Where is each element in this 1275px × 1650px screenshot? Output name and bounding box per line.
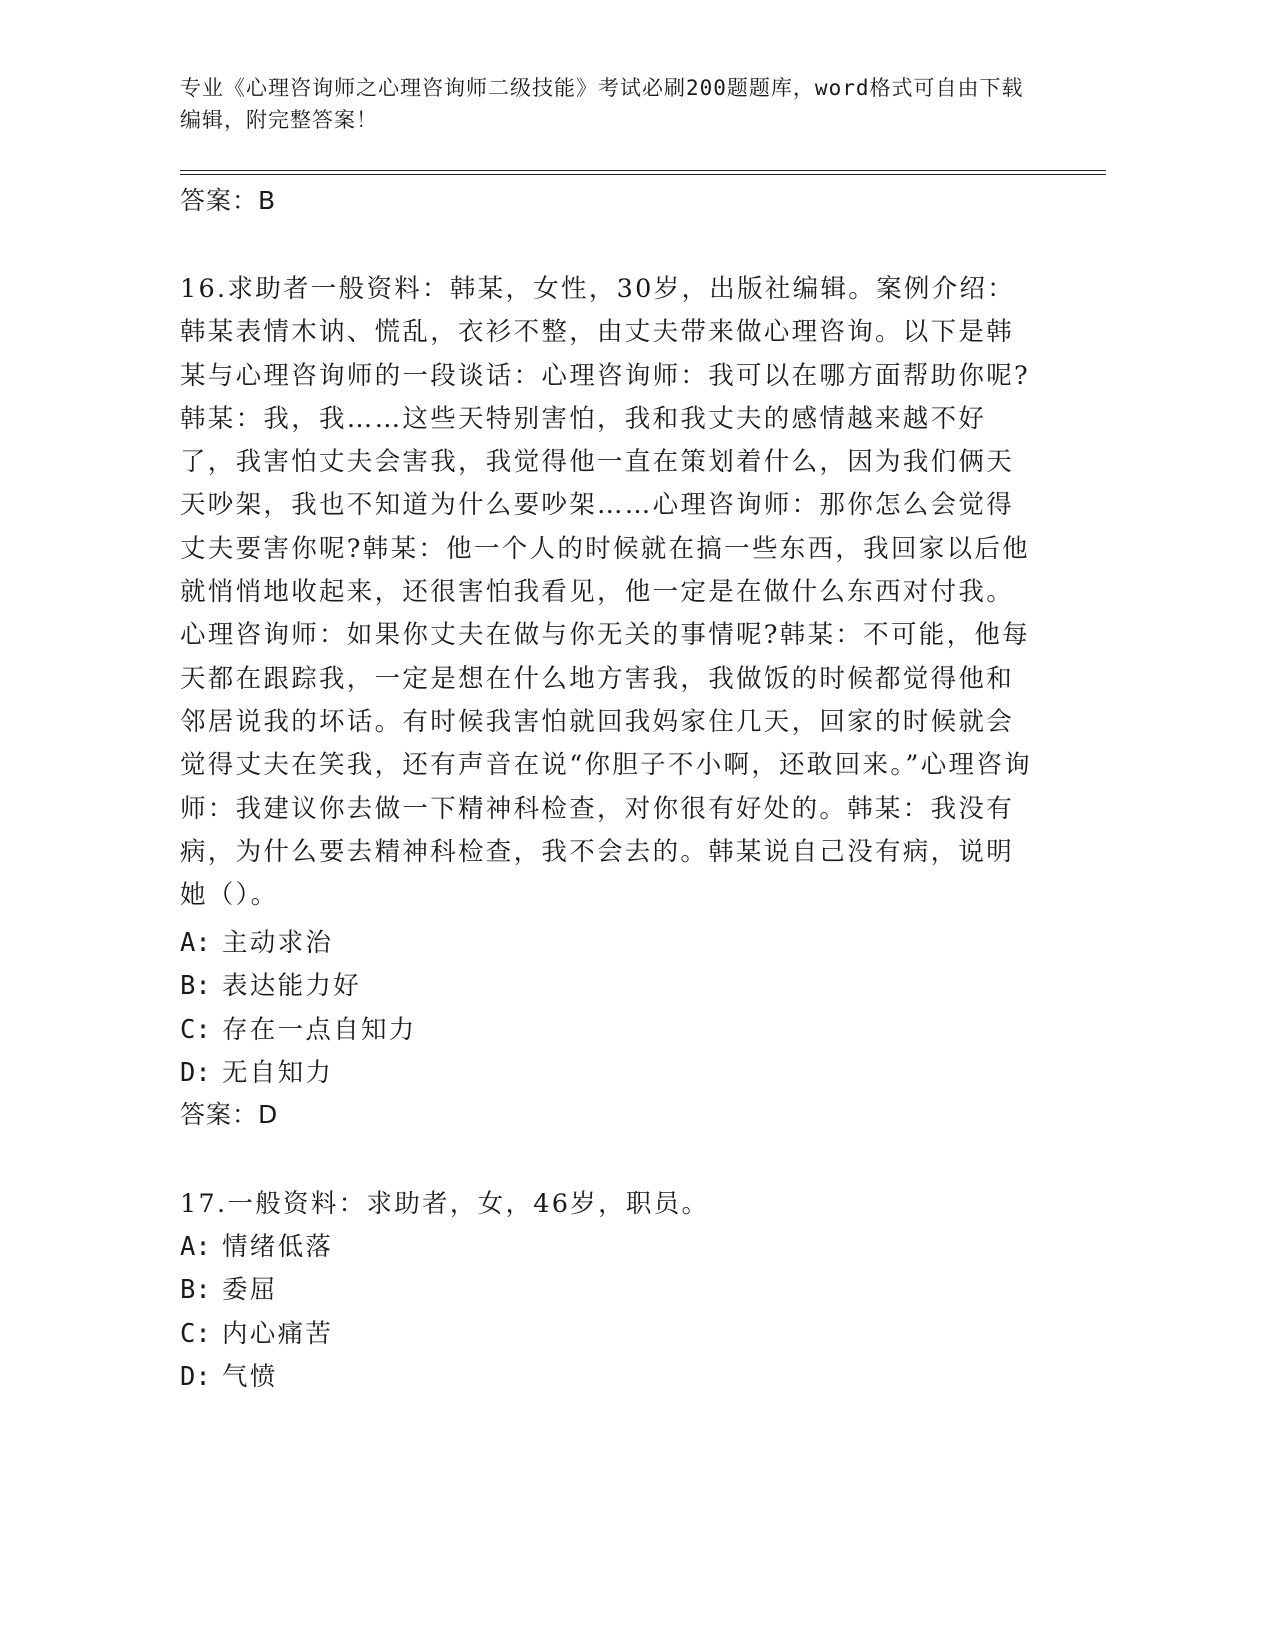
option-text: 委屈 <box>222 1275 278 1306</box>
option-text: 存在一点自知力 <box>222 1014 417 1045</box>
question-17-options <box>180 1226 333 1399</box>
header-divider <box>180 170 1106 175</box>
option-letter: A: <box>180 928 211 958</box>
question-16-text: 16.求助者一般资料：韩某，女性，30岁，出版社编辑。案例介绍：韩某表情木讷、慌乱，衣衫不整，由丈夫带来做心理咨询。以下是韩某与心理咨询师的一段谈话：心理咨询师：我可以在哪方面帮助你呢?韩某：我，我……这些天特别害怕，我和我丈夫的感情越来越不好了，我害怕丈夫会害我，我觉得他一直在策划着什么，因为我们俩天天吵架，我也不知道为什么要吵架……心理咨询师：那你怎么会觉得丈夫要害你呢?韩某：他一个人的时候就在搞一些东西，我回家以后他就悄悄地收起来，还很害怕我看见，他一定是在做什么东西对付我。心理咨询师：如果你丈夫在做与你无关的事情呢?韩某：不可能，他每天都在跟踪我，一定是想在什么地方害我，我做饭的时候都觉得他和邻居说我的坏话。有时候我害怕就回我妈家住几天，回家的时候就会觉得丈夫在笑我，还有声音在说“你胆子不小啊，还敢回来。”心理咨询师：我建议你去做一下精神科检查，对你很有好处的。韩某：我没有病，为什么要去精神科检查，我不会去的。韩某说自己没有病，说明她（）。 <box>180 274 1032 911</box>
option-letter: B: <box>180 1275 211 1306</box>
document-header: 专业《心理咨询师之心理咨询师二级技能》考试必刷200题题库，word格式可自由下载编辑，附完整答案！ <box>180 76 1024 132</box>
question-17-text: 17.一般资料：求助者，女，46岁，职员。 <box>180 1189 710 1219</box>
option-text: 内心痛苦 <box>222 1318 334 1349</box>
option-a <box>180 922 417 965</box>
previous-answer: 答案：B <box>180 186 277 215</box>
option-d <box>180 1356 333 1399</box>
option-text: 主动求治 <box>222 928 334 958</box>
option-b <box>180 965 417 1008</box>
option-letter: A: <box>180 1232 211 1262</box>
option-d <box>180 1052 417 1095</box>
question-16-options <box>180 922 417 1095</box>
option-text: 表达能力好 <box>222 971 362 1002</box>
question-16-answer: 答案：D <box>180 1100 279 1129</box>
option-b <box>180 1269 333 1312</box>
option-text: 无自知力 <box>222 1057 334 1088</box>
option-letter: D: <box>180 1361 211 1392</box>
option-letter: D: <box>180 1057 211 1088</box>
option-letter: C: <box>180 1318 211 1349</box>
option-letter: B: <box>180 971 211 1002</box>
option-text: 情绪低落 <box>222 1232 334 1262</box>
option-c <box>180 1313 333 1356</box>
option-text: 气愤 <box>222 1361 278 1392</box>
option-a <box>180 1226 333 1269</box>
option-c <box>180 1009 417 1052</box>
option-letter: C: <box>180 1014 211 1045</box>
